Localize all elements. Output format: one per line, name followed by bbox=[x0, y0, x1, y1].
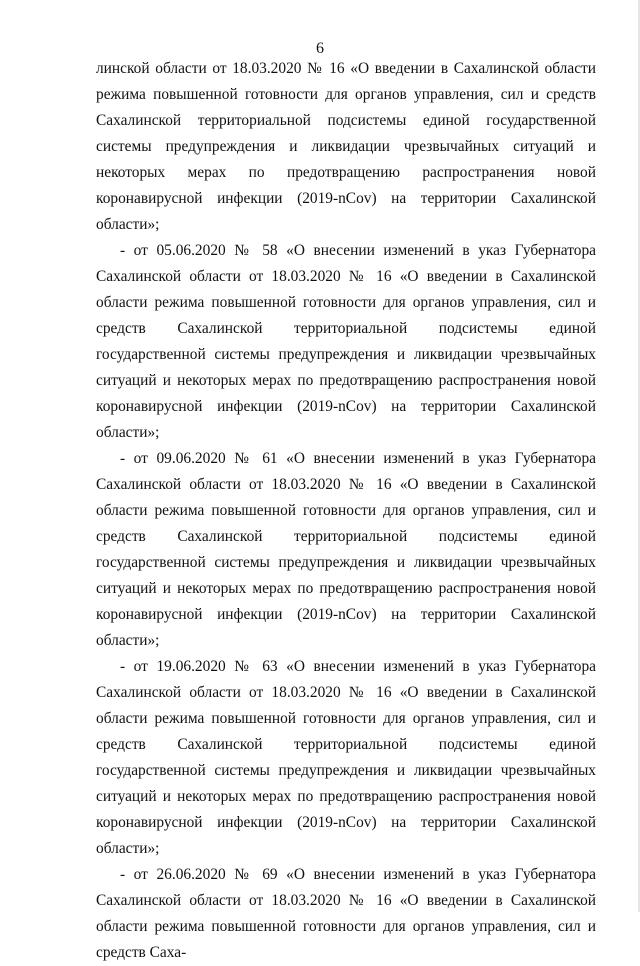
paragraph-continuation: линской области от 18.03.2020 № 16 «О введении в Сахалинской области режима повышенной готовности для органов управления, сил и средств Сахалинской территориальной подсистемы единой государственной системы предупреждения и ликвидации чрезвычайных ситуаций и некоторых мерах по предотвращению распространения новой коронавирусной инфекции (2019-nCov) на территории Сахалинской области»; bbox=[96, 60, 596, 233]
page-number: 6 bbox=[316, 40, 324, 57]
list-item-decree-69: - от 26.06.2020 № 69 «О внесении изменений в указ Губернатора Сахалинской области от 18.03.2020 № 16 «О введении в Сахалинской области режима повышенной готовности для органов управления, сил и средств Саха- bbox=[96, 866, 596, 961]
document-body bbox=[96, 56, 596, 966]
list-item-decree-63: - от 19.06.2020 № 63 «О внесении изменений в указ Губернатора Сахалинской области от 18.03.2020 № 16 «О введении в Сахалинской области режима повышенной готовности для органов управления, сил и средств Сахалинской территориальной подсистемы единой государственной системы предупреждения и ликвидации чрезвычайных ситуаций и некоторых мерах по предотвращению распространения новой коронавирусной инфекции (2019-nCov) на территории Сахалинской области»; bbox=[96, 658, 596, 857]
list-item-decree-58: - от 05.06.2020 № 58 «О внесении изменений в указ Губернатора Сахалинской области от 18.03.2020 № 16 «О введении в Сахалинской области режима повышенной готовности для органов управления, сил и средств Сахалинской территориальной подсистемы единой государственной системы предупреждения и ликвидации чрезвычайных ситуаций и некоторых мерах по предотвращению распространения новой коронавирусной инфекции (2019-nCov) на территории Сахалинской области»; bbox=[96, 242, 596, 441]
list-item-decree-61: - от 09.06.2020 № 61 «О внесении изменений в указ Губернатора Сахалинской области от 18.03.2020 № 16 «О введении в Сахалинской области режима повышенной готовности для органов управления, сил и средств Сахалинской территориальной подсистемы единой государственной системы предупреждения и ликвидации чрезвычайных ситуаций и некоторых мерах по предотвращению распространения новой коронавирусной инфекции (2019-nCov) на территории Сахалинской области»; bbox=[96, 450, 596, 649]
